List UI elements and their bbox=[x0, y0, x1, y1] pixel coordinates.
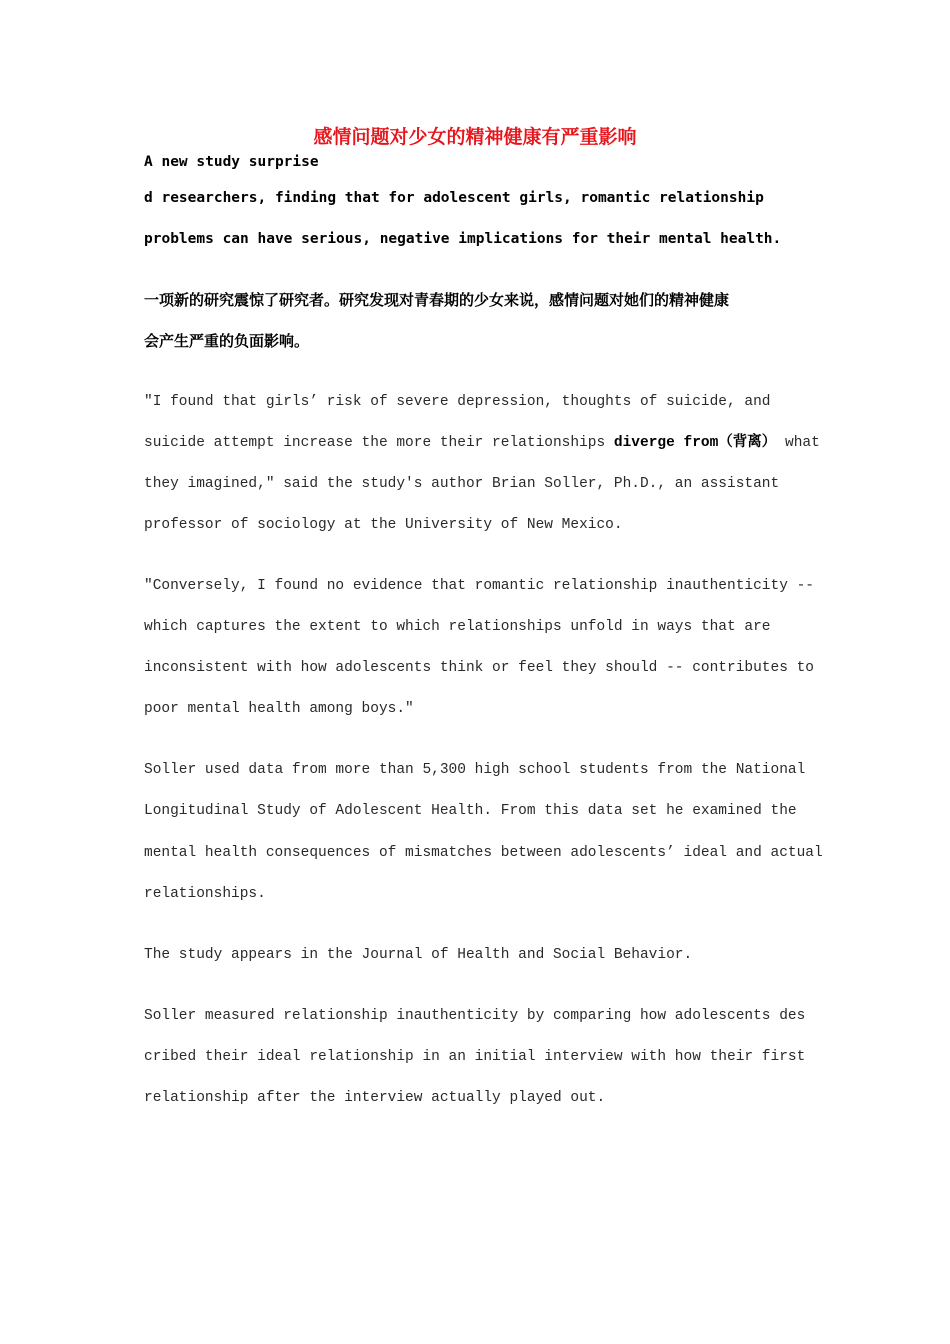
para5-line-2: cribed their ideal relationship in an initial interview with how their first bbox=[144, 1049, 806, 1065]
quote1-line-2-post: what bbox=[776, 435, 820, 451]
para5-line-1: Soller measured relationship inauthenticity by comparing how adolescents des bbox=[144, 1008, 806, 1024]
chinese-line-1: 一项新的研究震惊了研究者。研究发现对青春期的少女来说，感情问题对她们的精神健康 bbox=[144, 291, 730, 309]
quote2-line-2: which captures the extent to which relationships unfold in ways that are bbox=[144, 619, 771, 635]
quote2-line-3: inconsistent with how adolescents think or feel they should -- contributes to bbox=[144, 660, 815, 676]
para5-line-3: relationship after the interview actually played out. bbox=[144, 1090, 606, 1106]
chinese-line-2: 会产生严重的负面影响。 bbox=[144, 332, 310, 350]
quote1-line-1: "I found that girls’ risk of severe depression, thoughts of suicide, and bbox=[144, 394, 771, 410]
para3-line-2: Longitudinal Study of Adolescent Health. From this data set he examined the bbox=[144, 803, 797, 819]
document-title: 感情问题对少女的精神健康有严重影响 bbox=[313, 126, 637, 148]
para3-line-4: relationships. bbox=[144, 886, 266, 902]
intro-line-1: A new study surprise bbox=[144, 154, 319, 170]
quote1-line-2-pre: suicide attempt increase the more their relationships bbox=[144, 435, 614, 451]
highlighted-term: diverge from（背离） bbox=[613, 435, 777, 451]
quote1-line-3: they imagined," said the study's author Brian Soller, Ph.D., an assistant bbox=[144, 476, 780, 492]
quote1-line-2 bbox=[144, 433, 820, 453]
quote2-line-1: "Conversely, I found no evidence that romantic relationship inauthenticity -- bbox=[144, 578, 815, 594]
quote1-line-4: professor of sociology at the University of New Mexico. bbox=[144, 517, 623, 533]
para3-line-1: Soller used data from more than 5,300 high school students from the National bbox=[144, 762, 806, 778]
quote2-line-4: poor mental health among boys." bbox=[144, 701, 414, 717]
intro-line-3: problems can have serious, negative implications for their mental health. bbox=[144, 231, 782, 247]
para3-line-3: mental health consequences of mismatches between adolescents’ ideal and actual bbox=[144, 845, 823, 861]
para4-line-1: The study appears in the Journal of Health and Social Behavior. bbox=[144, 947, 693, 963]
intro-line-2: d researchers, finding that for adolescent girls, romantic relationship bbox=[144, 190, 764, 206]
